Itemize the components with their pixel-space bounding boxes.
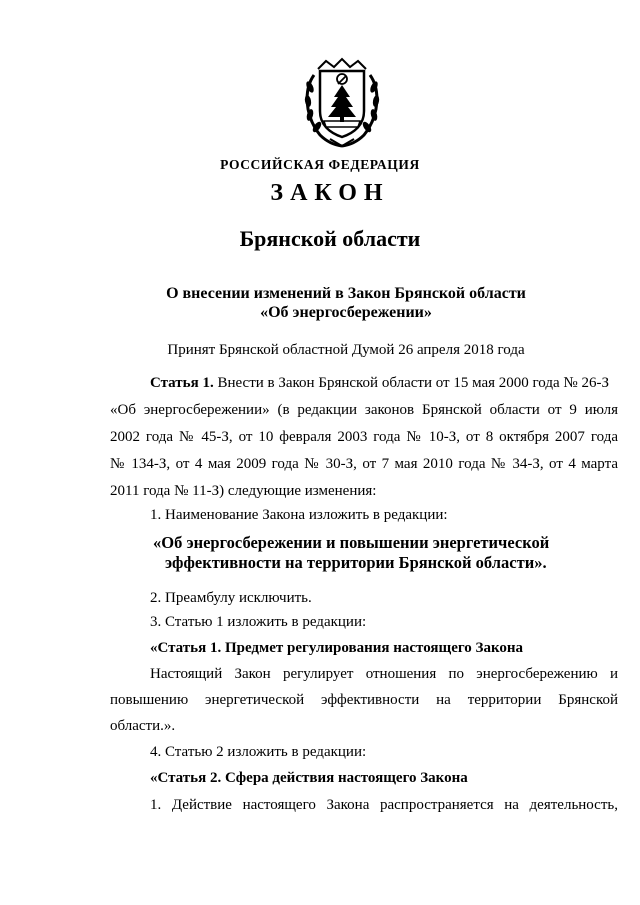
- coat-of-arms-emblem: [300, 55, 384, 149]
- item-3: 3. Статью 1 изложить в редакции:: [150, 614, 367, 630]
- article-1-new-heading: «Статья 1. Предмет регулирования настоящего Закона: [150, 640, 524, 656]
- document-type-title: ЗАКОН: [270, 180, 390, 206]
- article-1-text-l3: 2002 года № 45-З, от 10 февраля 2003 года № 10-З, от 8 октября 2007 года: [110, 429, 618, 445]
- article-1-text-l4: № 134-З, от 4 мая 2009 года № 30-З, от 7 мая 2010 года № 34-З, от 4 марта: [110, 456, 618, 472]
- article-1-text-l2: «Об энергосбережении» (в редакции законов Брянской области от 9 июля: [110, 402, 618, 418]
- article-1-text-l5: 2011 года № 11-З) следующие изменения:: [110, 483, 377, 499]
- region-title: Брянской области: [239, 226, 421, 251]
- new-title-line-1: «Об энергосбережении и повышении энергетической: [153, 533, 550, 552]
- item-4: 4. Статью 2 изложить в редакции:: [150, 744, 367, 760]
- country-title: РОССИЙСКАЯ ФЕДЕРАЦИЯ: [220, 157, 420, 172]
- article-1-new-text-l1: Настоящий Закон регулирует отношения по энергосбережению и: [150, 666, 618, 682]
- subject-line-1: О внесении изменений в Закон Брянской области: [166, 285, 526, 302]
- article-1-text-l1: Внести в Закон Брянской области от 15 мая 2000 года № 26-З: [217, 375, 609, 391]
- article-1-first-line: [150, 375, 618, 392]
- article-1-heading: Статья 1.: [150, 375, 214, 391]
- article-1-new-text-l3: области.».: [110, 718, 176, 734]
- item-1: 1. Наименование Закона изложить в редакции:: [150, 507, 448, 523]
- new-title-line-2: эффективности на территории Брянской области».: [165, 553, 547, 572]
- article-2-new-text-l1: 1. Действие настоящего Закона распространяется на деятельность,: [150, 797, 618, 813]
- subject-line-2: «Об энергосбережении»: [260, 304, 432, 321]
- adoption-line: Принят Брянской областной Думой 26 апреля 2018 года: [167, 342, 525, 358]
- item-2: 2. Преамбулу исключить.: [150, 590, 312, 606]
- article-1-new-text-l2: повышению энергетической эффективности на территории Брянской: [110, 692, 618, 708]
- article-2-new-heading: «Статья 2. Сфера действия настоящего Закона: [150, 770, 468, 786]
